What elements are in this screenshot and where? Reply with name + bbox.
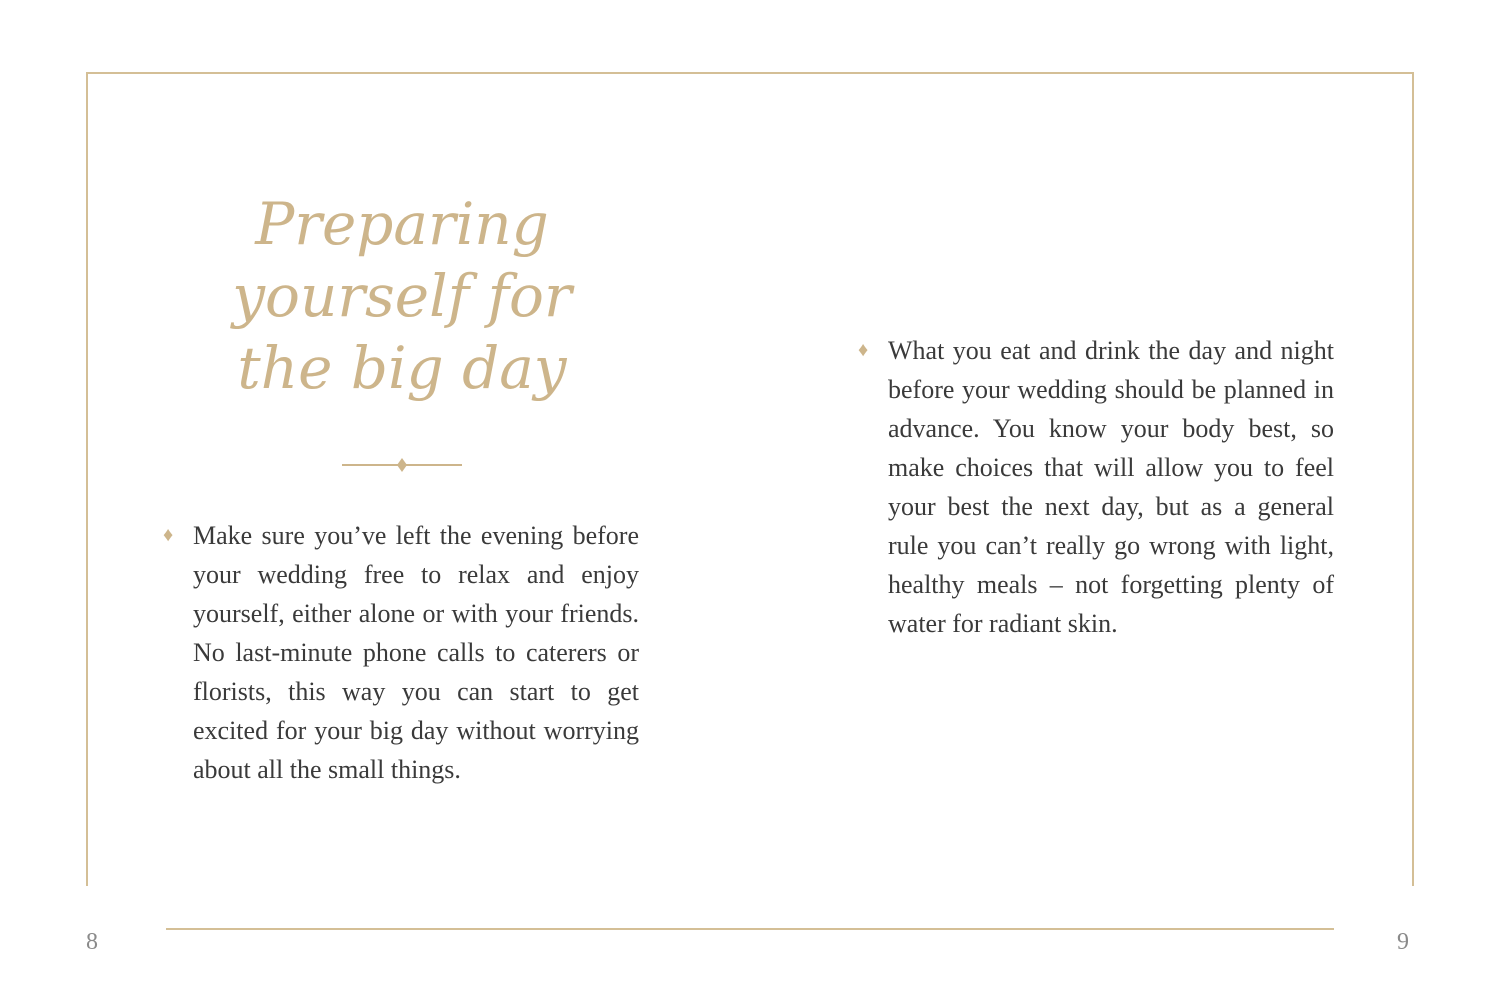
list-item-text: What you eat and drink the day and night before your wedding should be planned in advance. You know your body best, so make choices that will allow you to feel your best the next day, but as a general rule you can’t really go wrong with light, healthy meals – not forgetting plenty of water for radiant skin. [888,336,1334,638]
list-item-text: Make sure you’ve left the evening before your wedding free to relax and enjoy yourself, either alone or with your friends. No last-minute phone calls to caterers or florists, this way you can start to get excited for your big day without worrying about all the small things. [193,521,639,784]
title-line-2: yourself for [232,262,572,330]
diamond-bullet-icon: ♦ [163,524,174,546]
list-item [163,516,639,789]
page-title [200,188,604,404]
title-line-1: Preparing [255,190,549,258]
footer-rule [166,928,1334,930]
diamond-rule-ornament-icon [342,456,462,474]
title-line-3: the big day [237,334,567,402]
list-item [858,331,1334,643]
page-number-left: 8 [86,929,98,955]
diamond-bullet-icon: ♦ [858,339,869,361]
page-number-right: 9 [1397,929,1409,955]
